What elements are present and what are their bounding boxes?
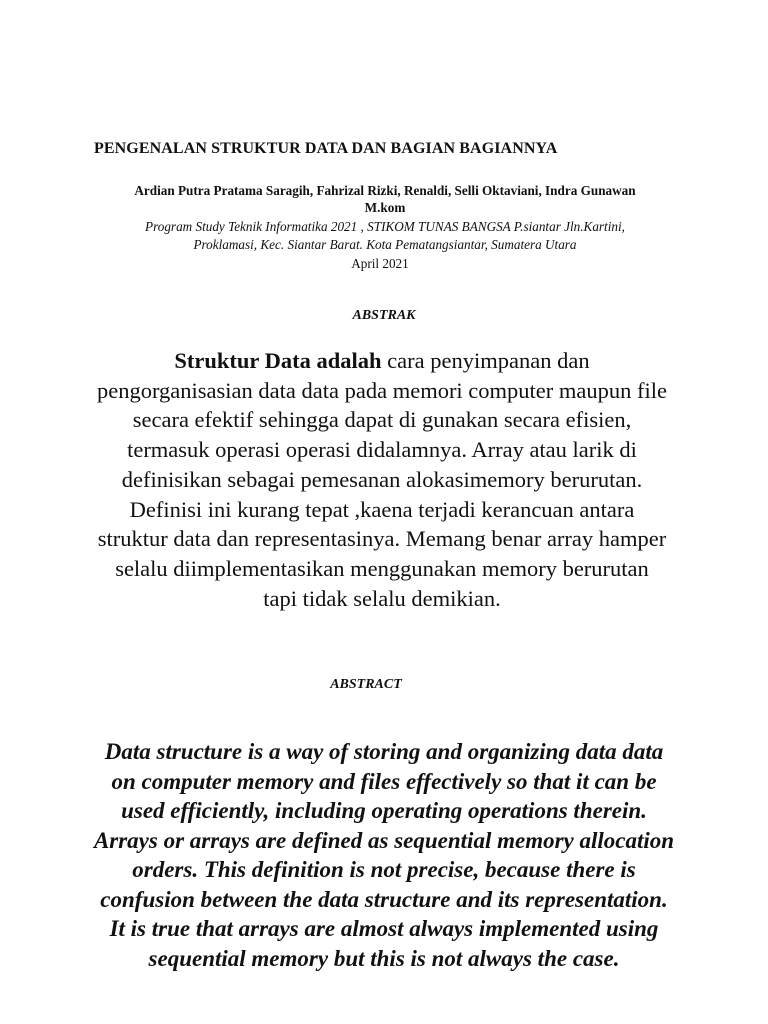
affiliation-line-2: Proklamasi, Kec. Siantar Barat. Kota Pematangsiantar, Sumatera Utara xyxy=(193,237,577,252)
abstract-body xyxy=(20,737,748,973)
abstract-line: orders. This definition is not precise, because there is xyxy=(132,857,636,882)
author-list xyxy=(90,182,680,216)
abstrak-line: termasuk operasi operasi didalamnya. Array atau larik di xyxy=(127,437,637,463)
abstrak-line xyxy=(22,346,742,376)
abstrak-lead: Struktur Data adalah xyxy=(174,348,382,373)
abstract-heading: ABSTRACT xyxy=(330,677,402,692)
abstract-line: on computer memory and files effectively so that it can be xyxy=(111,768,657,794)
author-line-2: M.kom xyxy=(364,200,406,215)
affiliation-line-1: Program Study Teknik Informatika 2021 , STIKOM TUNAS BANGSA P.siantar Jln.Kartini, xyxy=(145,219,625,234)
affiliation xyxy=(80,218,690,254)
abstrak-line: struktur data dan representasinya. Memang benar array hamper xyxy=(97,526,667,552)
abstract-line: used efficiently, including operating operations therein. xyxy=(121,798,647,823)
abstract-line: Data structure is a way of storing and organizing data data xyxy=(104,739,664,764)
abstract-line: confusion between the data structure and its representation. xyxy=(100,886,668,912)
abstrak-line: secara efektif sehingga dapat di gunakan secara efisien, xyxy=(132,407,632,433)
abstract-line: Arrays or arrays are defined as sequential memory allocation xyxy=(93,827,675,853)
abstrak-line: pengorganisasian data data pada memori computer maupun file xyxy=(96,377,667,403)
abstrak-line: tapi tidak selalu demikian. xyxy=(263,585,501,611)
abstrak-heading: ABSTRAK xyxy=(352,308,416,323)
paper-title: PENGENALAN STRUKTUR DATA DAN BAGIAN BAGIANNYA xyxy=(94,140,558,157)
publication-date: April 2021 xyxy=(351,256,409,271)
abstract-line: It is true that arrays are almost always implemented using xyxy=(109,916,659,941)
abstrak-body xyxy=(22,346,742,613)
abstract-line: sequential memory but this is not always the case. xyxy=(148,945,620,971)
author-line-1: Ardian Putra Pratama Saragih, Fahrizal Rizki, Renaldi, Selli Oktaviani, Indra Gunawan xyxy=(134,183,636,198)
abstrak-first-line-text: cara penyimpanan dan xyxy=(381,348,590,373)
abstrak-line: Definisi ini kurang tepat ,kaena terjadi kerancuan antara xyxy=(129,496,635,522)
abstrak-line: definisikan sebagai pemesanan alokasimemory berurutan. xyxy=(121,466,643,492)
abstrak-line: selalu diimplementasikan menggunakan memory berurutan xyxy=(115,555,649,581)
